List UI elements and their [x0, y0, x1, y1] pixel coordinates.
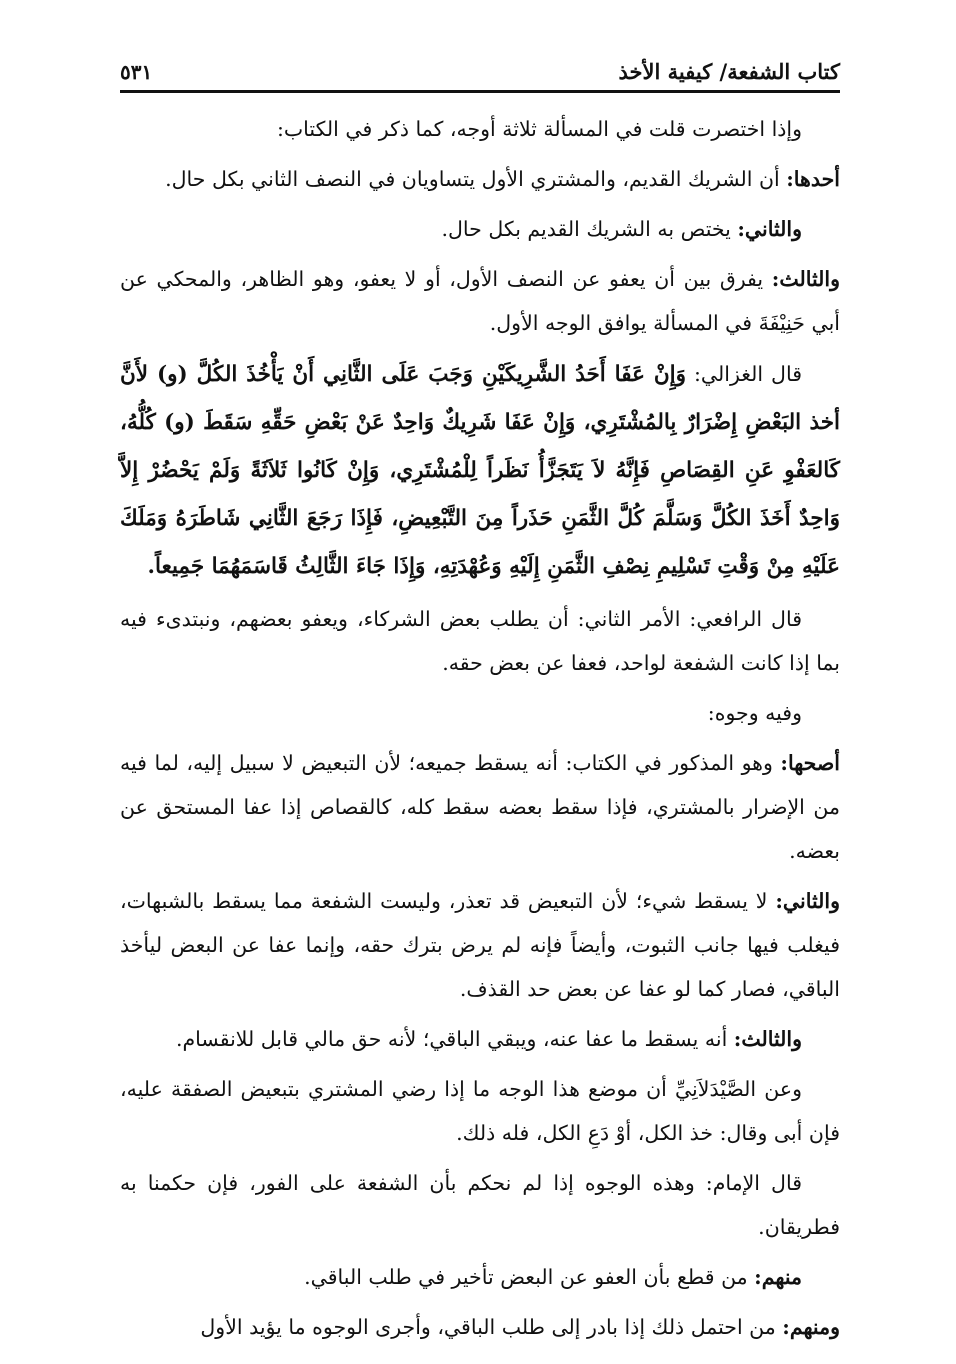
paragraph: [120, 1305, 840, 1349]
paragraph-lead: منهم:: [754, 1265, 802, 1289]
quote-prefix: قال الغزالي:: [686, 362, 802, 386]
paragraph-lead: أصحها:: [780, 751, 840, 775]
paragraph: [120, 257, 840, 345]
paragraph-text: وهو المذكور في الكتاب: أنه يسقط جميعه؛ لأن التبعيض لا سبيل إليه، لما فيه من الإضرار بالمشتري، فإذا سقط بعضه سقط كله، كالقصاص إذا عفا المستحق عن بعضه.: [120, 751, 840, 863]
paragraph: [120, 1067, 840, 1155]
paragraph-text: أن الشريك القديم، والمشتري الأول يتساويان في النصف الثاني بكل حال.: [165, 167, 787, 191]
paragraph-lead: والثالث:: [771, 267, 840, 291]
paragraph-text: قال الرافعي: الأمر الثاني: أن يطلب بعض الشركاء، ويعفو بعضهم، ونبتدىء فيه بما إذا كانت الشفعة لواحد، فعفا عن بعض حقه.: [120, 607, 840, 675]
paragraph-text: قال الإمام: وهذه الوجوه إذا لم نحكم بأن الشفعة على الفور، فإن حكمنا به فطريقان.: [120, 1171, 840, 1239]
paragraph-lead: أحدها:: [786, 167, 840, 191]
paragraph: [120, 597, 840, 685]
paragraph: [120, 107, 840, 151]
paragraph: [120, 157, 840, 201]
running-header: [120, 40, 840, 93]
paragraph-text: لا يسقط شيء؛ لأن التبعيض قد تعذر، وليست الشفعة مما يسقط بالشبهات، فيغلب فيها جانب الثبوت، وأيضاً فإنه لم يرض بترك حقه، وإنما عفا عن البعض ليأخذ الباقي، فصار كما لو عفا عن بعض حد القذف.: [120, 889, 840, 1001]
paragraph-text: وإذا اختصرت قلت في المسألة ثلاثة أوجه، كما ذكر في الكتاب:: [276, 117, 802, 141]
paragraph-text: وعن الصَّيْدَلاَنِيِّ أن موضع هذا الوجه ما إذا رضي المشتري بتبعيض الصفقة عليه، فإن أبى وقال: خذ الكل، أوْ دَعِ الكل، فله ذلك.: [120, 1077, 840, 1145]
paragraph: [120, 741, 840, 873]
paragraph-lead: والثالث:: [733, 1027, 802, 1051]
paragraph-lead: والثاني:: [737, 217, 802, 241]
quoted-paragraph: [120, 351, 840, 591]
quote-text: وَإِنْ عَفَا أَحَدُ الشَّرِيكَيْنِ وَجَبَ عَلَى الثَّانِي أَنْ يَأْخُذَ الكُلَّ (و) لأَنَّ أخذ البَعْضِ إِضْرَارٌ بِالمُشْتَرِي، وَإِنْ عَفَا شَرِيكٌ وَاحِدٌ عَنْ بَعْضِ حَقِّهِ سَقَطَ (و) كُلُّهُ، كَالعَفْوِ عَنِ القِصَاصِ فَإِنَّهُ لاَ يَتَجَزَّأُ نَظَراً لِلْمُشْتَرِي، وَإِنْ كَانُوا ثَلاَثَةً وَلَمْ يَحْضُرْ إِلاَّ وَاحِدٌ أَخَذَ الكُلَّ وَسَلَّمَ كُلَّ الثَّمَنِ حَذَراً مِنَ التَّبْعِيضِ، فَإِذَا رَجَعَ الثَّانِي شَاطَرَهُ وَمَلَكَ عَلَيْهِ مِنْ وَقْتِ تَسْلِيمِ نِصْفِ الثَّمَنِ إِلَيْهِ وَعُهْدَتِهِ، وَإِذَا جَاءَ الثَّالِثُ قَاسَمَهُمَا جَمِيعاً.: [120, 362, 840, 579]
book-page: [120, 40, 840, 1355]
paragraph: [120, 1017, 840, 1061]
paragraph-text: من قطع بأن العفو عن البعض تأخير في طلب الباقي.: [304, 1265, 755, 1289]
paragraph: [120, 1255, 840, 1299]
chapter-title: كتاب الشفعة/ كيفية الأخذ: [618, 59, 840, 84]
paragraph: [120, 879, 840, 1011]
paragraph: [120, 1161, 840, 1249]
paragraph-text: أنه يسقط ما عفا عنه، ويبقي الباقي؛ لأنه حق مالي قابل للانقسام.: [175, 1027, 734, 1051]
page-number: ٥٣١: [120, 60, 153, 84]
paragraph-text: يفرق بين أن يعفو عن النصف الأول، أو لا يعفو، وهو الظاهر، والمحكي عن أبي حَنِيْفَةَ في المسألة يوافق الوجه الأول.: [120, 267, 840, 335]
paragraph-text: يختص به الشريك القديم بكل حال.: [441, 217, 738, 241]
page-body: [120, 107, 840, 1349]
paragraph-lead: والثاني:: [775, 889, 840, 913]
paragraph: [120, 691, 840, 735]
paragraph-text: من احتمل ذلك إذا بادر إلى طلب الباقي، وأجرى الوجوه ما يؤيد الأول: [200, 1315, 783, 1339]
paragraph: [120, 207, 840, 251]
paragraph-text: وفيه وجوه:: [707, 701, 802, 725]
paragraph-lead: ومنهم:: [782, 1315, 840, 1339]
